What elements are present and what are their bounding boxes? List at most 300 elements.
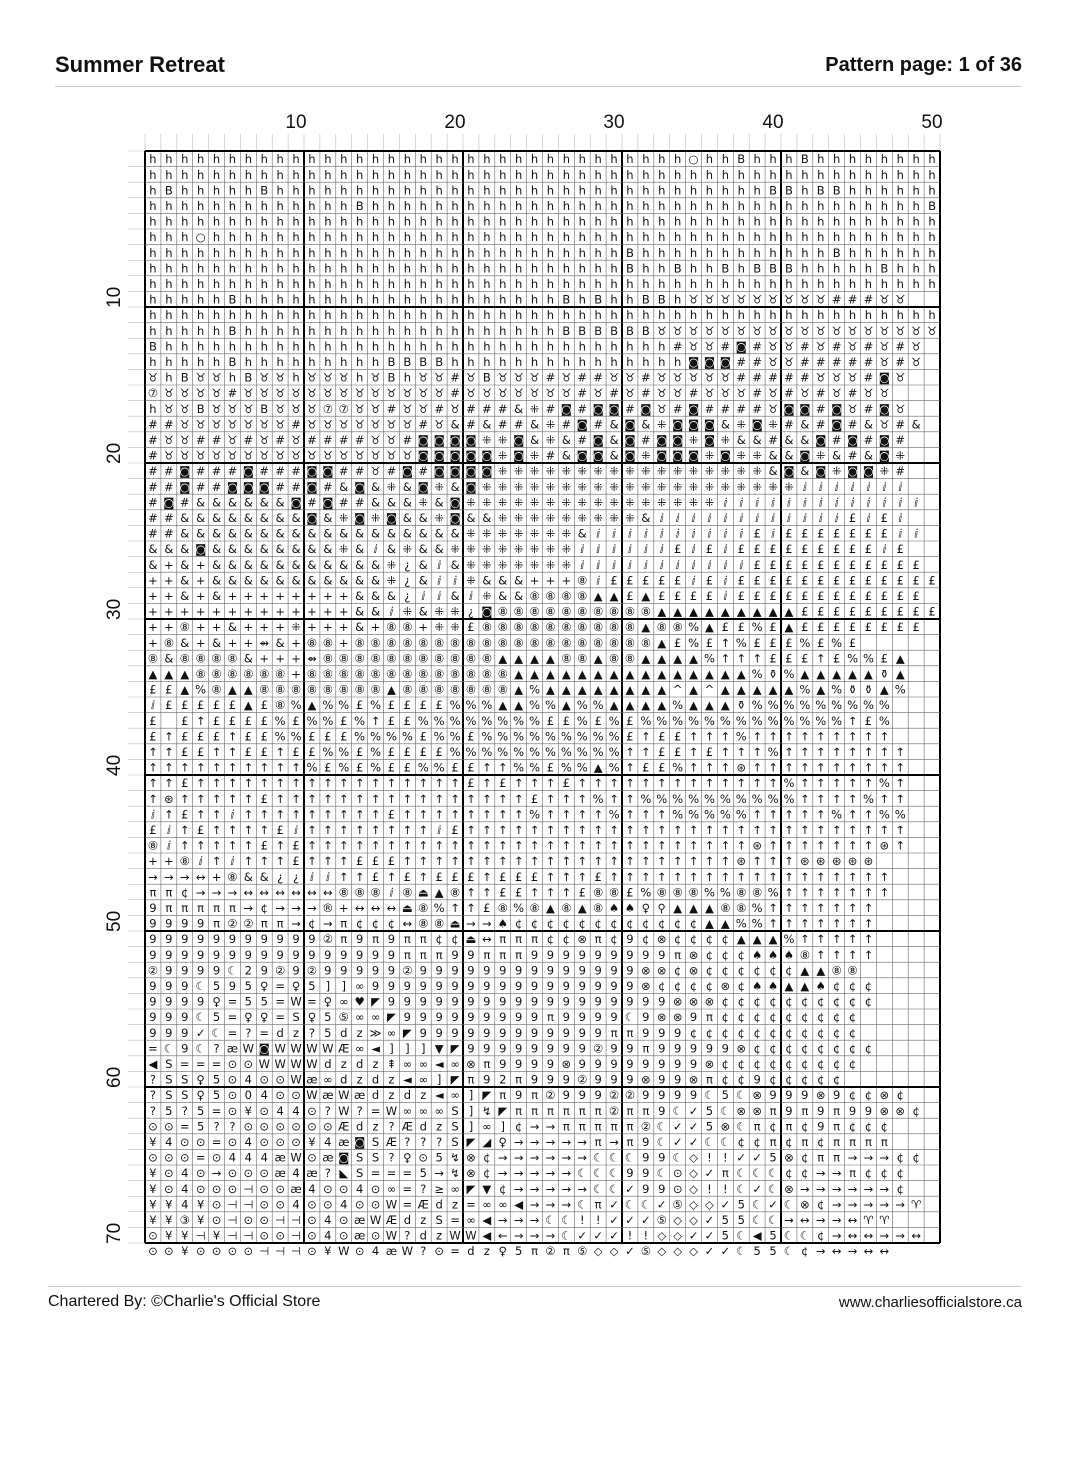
stitch-cell: B	[737, 152, 746, 167]
stitch-cell: ♀	[641, 900, 651, 915]
stitch-cell: h	[276, 167, 284, 182]
stitch-cell: π	[801, 1103, 809, 1118]
stitch-cell: →	[227, 885, 238, 900]
stitch-cell: 9	[435, 963, 443, 978]
stitch-cell: B	[228, 292, 237, 307]
stitch-cell: ▲	[180, 682, 190, 697]
stitch-cell: %	[576, 760, 588, 775]
stitch-cell: ⅈ	[723, 510, 728, 525]
stitch-cell: ¢	[753, 1010, 761, 1025]
stitch-cell: h	[928, 152, 936, 167]
stitch-cell: ⚱	[879, 666, 890, 681]
stitch-cell: ⅈ	[389, 885, 394, 900]
stitch-cell: h	[658, 339, 666, 354]
stitch-cell: ]	[389, 1041, 394, 1056]
stitch-cell: =	[275, 1010, 285, 1025]
stitch-cell: ⅈ	[643, 542, 648, 557]
stitch-cell: 9	[658, 1041, 666, 1056]
stitch-cell: 9	[435, 978, 443, 993]
stitch-cell: ⑧	[370, 666, 381, 681]
stitch-cell: h	[276, 323, 284, 338]
stitch-cell: →	[529, 1181, 540, 1196]
stitch-cell: ↑	[402, 854, 413, 869]
stitch-cell: ↑	[259, 807, 270, 822]
stitch-cell: h	[912, 183, 920, 198]
stitch-cell: π	[610, 1025, 618, 1040]
stitch-cell: #	[275, 432, 285, 447]
stitch-cell: ¢	[864, 1088, 873, 1103]
stitch-cell: W	[274, 1041, 286, 1056]
stitch-cell: 9	[355, 932, 364, 947]
stitch-cell: ②	[608, 1088, 620, 1103]
stitch-cell: ⁜	[402, 542, 413, 557]
stitch-cell: ⅈ	[771, 495, 776, 510]
stitch-cell: ↑	[402, 822, 413, 837]
stitch-cell: ▲	[657, 635, 667, 650]
stitch-cell: &	[418, 557, 428, 572]
stitch-cell: 9	[578, 994, 586, 1009]
stitch-cell: ♉	[179, 401, 190, 416]
stitch-cell: h	[212, 276, 221, 291]
stitch-cell: ⊙	[307, 1212, 317, 1227]
stitch-cell: %	[894, 807, 906, 822]
stitch-cell: ↑	[466, 900, 476, 915]
stitch-cell: +	[259, 604, 270, 619]
stitch-cell: ◙	[719, 354, 731, 369]
stitch-cell: B	[721, 261, 730, 276]
stitch-cell: %	[370, 760, 382, 775]
stitch-cell: h	[324, 230, 332, 245]
stitch-cell: ♉	[704, 370, 715, 385]
stitch-cell: h	[705, 198, 714, 213]
stitch-cell: h	[451, 152, 459, 167]
stitch-cell: 9	[642, 1025, 650, 1040]
stitch-cell: ↑	[625, 744, 635, 759]
stitch-cell: →	[529, 1212, 540, 1227]
stitch-cell: h	[483, 230, 491, 245]
stitch-cell: ◙	[624, 448, 636, 463]
stitch-cell: ②	[592, 1041, 604, 1056]
stitch-cell: ↑	[593, 807, 603, 822]
stitch-cell: ☾	[736, 1181, 747, 1196]
stitch-cell: ¥	[149, 1212, 157, 1227]
stitch-cell: ▲	[784, 978, 794, 993]
stitch-cell: %	[274, 729, 286, 744]
stitch-cell: ▲	[879, 682, 889, 697]
stitch-cell: &	[196, 495, 206, 510]
stitch-cell: 9	[499, 1025, 507, 1040]
stitch-cell: h	[340, 308, 348, 323]
stitch-cell: h	[546, 214, 555, 229]
stitch-cell: ↑	[402, 791, 413, 806]
stitch-cell: ⑧	[227, 651, 238, 666]
stitch-cell: h	[562, 230, 570, 245]
stitch-cell: ◙	[656, 432, 668, 447]
stitch-cell: ②	[545, 1244, 556, 1259]
stitch-cell: ⅈ	[771, 510, 776, 525]
stitch-cell: h	[467, 308, 475, 323]
stitch-cell: h	[181, 152, 189, 167]
stitch-cell: ♠	[624, 900, 636, 915]
stitch-cell: W	[290, 1150, 302, 1165]
stitch-cell: ♉	[831, 386, 842, 401]
stitch-cell: h	[658, 198, 666, 213]
stitch-cell: %	[449, 729, 461, 744]
stitch-cell: £	[514, 885, 523, 900]
stitch-cell: +	[164, 557, 174, 572]
stitch-cell: +	[243, 635, 254, 650]
stitch-cell: ⊙	[227, 1181, 238, 1196]
stitch-cell: ↑	[831, 947, 842, 962]
stitch-cell: £	[880, 510, 889, 525]
stitch-cell: ⑧	[449, 682, 461, 697]
stitch-cell: ⊣	[195, 1228, 206, 1243]
stitch-cell: h	[419, 323, 427, 338]
stitch-cell: ¢	[387, 916, 396, 931]
stitch-cell: 9	[165, 1025, 173, 1040]
stitch-cell: ¥	[181, 1228, 189, 1243]
stitch-cell: ◇	[689, 1212, 698, 1227]
stitch-cell: %	[608, 744, 620, 759]
stitch-cell: ⑧	[608, 635, 620, 650]
stitch-cell: ⑧	[545, 635, 556, 650]
stitch-cell: %	[799, 635, 811, 650]
stitch-cell: ⑧	[211, 666, 222, 681]
stitch-cell: %	[481, 698, 493, 713]
stitch-cell: £	[801, 651, 809, 666]
stitch-cell: h	[387, 152, 396, 167]
stitch-cell: π	[372, 932, 380, 947]
stitch-cell: ▲	[689, 666, 698, 681]
stitch-cell: ↑	[211, 744, 222, 759]
stitch-cell: ↑	[768, 807, 778, 822]
stitch-cell: ¥	[149, 1166, 157, 1181]
stitch-cell: h	[912, 261, 920, 276]
stitch-cell: 9	[149, 994, 157, 1009]
stitch-cell: ☾	[767, 1166, 779, 1181]
stitch-cell: ↑	[784, 807, 794, 822]
stitch-cell: h	[515, 245, 523, 260]
stitch-cell: ?	[213, 1041, 220, 1056]
stitch-cell: 5	[260, 994, 268, 1009]
stitch-cell: ⁜	[482, 432, 492, 447]
stitch-cell: →	[545, 1150, 556, 1165]
stitch-cell: h	[530, 261, 539, 276]
stitch-cell: +	[195, 620, 206, 635]
stitch-cell: h	[912, 152, 920, 167]
stitch-cell: h	[864, 276, 873, 291]
stitch-cell: %	[608, 729, 620, 744]
stitch-cell: +	[338, 635, 349, 650]
stitch-cell: ¥	[149, 1197, 157, 1212]
stitch-cell: ⁜	[482, 557, 492, 572]
stitch-cell: h	[880, 276, 888, 291]
stitch-cell: →	[879, 1150, 890, 1165]
stitch-cell: h	[197, 245, 205, 260]
stitch-cell: £	[355, 744, 364, 759]
stitch-cell: h	[228, 183, 237, 198]
stitch-cell: #	[418, 464, 429, 479]
stitch-cell: h	[626, 354, 634, 369]
stitch-cell: ↑	[561, 838, 572, 853]
stitch-cell: &	[196, 510, 206, 525]
stitch-cell: h	[658, 152, 666, 167]
stitch-cell: ♉	[211, 386, 222, 401]
stitch-cell: ⊙	[434, 1244, 444, 1259]
stitch-cell: →	[545, 1119, 556, 1134]
stitch-cell: ↑	[275, 760, 285, 775]
stitch-cell: h	[546, 245, 555, 260]
stitch-cell: ↑	[831, 776, 842, 791]
stitch-cell: ⊙	[307, 1197, 317, 1212]
stitch-cell: ↑	[211, 760, 222, 775]
stitch-cell: ♠	[751, 947, 763, 962]
stitch-cell: ¥	[149, 1181, 157, 1196]
stitch-cell: £	[181, 776, 189, 791]
stitch-cell: ↑	[720, 729, 731, 744]
stitch-cell: £	[387, 713, 396, 728]
stitch-cell: &	[227, 620, 237, 635]
stitch-cell: h	[515, 323, 523, 338]
stitch-cell: h	[483, 214, 491, 229]
stitch-cell: +	[148, 604, 158, 619]
stitch-cell: ✓	[688, 1228, 699, 1243]
stitch-cell: ♉	[465, 370, 477, 385]
stitch-cell: 9	[181, 1041, 189, 1056]
stitch-cell: ▲	[864, 666, 873, 681]
stitch-cell: 9	[562, 1041, 571, 1056]
stitch-cell: h	[387, 323, 396, 338]
stitch-cell: ⊙	[370, 1228, 381, 1243]
stitch-cell: 9	[467, 963, 475, 978]
stitch-cell: ⊣	[243, 1228, 254, 1243]
stitch-cell: 9	[483, 994, 491, 1009]
stitch-cell: 5	[244, 978, 253, 993]
stitch-cell: h	[483, 354, 491, 369]
stitch-cell: %	[481, 729, 493, 744]
stitch-cell: 9	[292, 963, 300, 978]
stitch-cell: %	[862, 791, 874, 806]
stitch-cell: →	[847, 1150, 858, 1165]
stitch-cell: ⅈ	[389, 604, 394, 619]
stitch-cell: 9	[546, 1025, 555, 1040]
stitch-cell: h	[276, 308, 284, 323]
stitch-cell: #	[577, 370, 588, 385]
stitch-cell: #	[450, 386, 460, 401]
stitch-cell: ⊙	[307, 1119, 317, 1134]
stitch-cell: ⅈ	[294, 822, 299, 837]
stitch-cell: h	[197, 339, 205, 354]
stitch-cell: →	[179, 869, 190, 884]
stitch-cell: £	[848, 620, 857, 635]
stitch-cell: π	[165, 900, 173, 915]
stitch-cell: ↑	[593, 822, 603, 837]
stitch-cell: %	[783, 776, 795, 791]
stitch-cell: h	[626, 339, 634, 354]
stitch-cell: ☾	[592, 1150, 604, 1165]
stitch-cell: ⁜	[641, 495, 651, 510]
stitch-cell: 4	[181, 1181, 189, 1196]
stitch-cell: ⑧	[465, 666, 477, 681]
stitch-cell: h	[212, 354, 221, 369]
stitch-cell: W	[385, 1103, 398, 1118]
stitch-cell: ↑	[752, 744, 762, 759]
stitch-cell: h	[356, 370, 364, 385]
stitch-cell: £	[435, 869, 443, 884]
stitch-cell: £	[149, 713, 157, 728]
stitch-cell: %	[385, 729, 397, 744]
stitch-cell: #	[386, 401, 397, 416]
stitch-cell: ↑	[227, 838, 238, 853]
stitch-cell: ↑	[307, 822, 317, 837]
stitch-cell: £	[642, 760, 650, 775]
stitch-cell: ⊗	[641, 1072, 651, 1087]
stitch-cell: +	[164, 604, 174, 619]
stitch-cell: ♀	[498, 1134, 507, 1149]
stitch-cell: h	[308, 292, 316, 307]
stitch-cell: S	[292, 1010, 300, 1025]
stitch-cell: ◙	[354, 479, 366, 494]
stitch-cell: ♉	[370, 464, 381, 479]
stitch-cell: ∞	[482, 1119, 492, 1134]
stitch-cell: ⊗	[704, 994, 715, 1009]
stitch-cell: ↑	[847, 900, 858, 915]
stitch-cell: ☾	[195, 1041, 206, 1056]
stitch-cell: h	[721, 230, 729, 245]
stitch-cell: →	[164, 869, 174, 884]
stitch-cell: £	[864, 604, 873, 619]
stitch-cell: #	[497, 417, 508, 432]
stitch-cell: h	[308, 323, 316, 338]
stitch-cell: ⁜	[656, 495, 667, 510]
stitch-cell: ⅈ	[166, 822, 171, 837]
stitch-cell: h	[864, 183, 873, 198]
stitch-cell: 9	[642, 1088, 650, 1103]
stitch-cell: ¢	[705, 947, 714, 962]
stitch-cell: h	[387, 308, 396, 323]
stitch-cell: ↑	[641, 854, 651, 869]
stitch-cell: h	[546, 167, 555, 182]
stitch-cell: h	[721, 276, 729, 291]
stitch-cell: h	[880, 214, 888, 229]
stitch-cell: ⊙	[259, 1166, 270, 1181]
stitch-cell: &	[418, 573, 428, 588]
stitch-cell: h	[292, 339, 300, 354]
stitch-cell: 9	[467, 1025, 475, 1040]
stitch-cell: ▲	[561, 698, 571, 713]
stitch-cell: #	[497, 401, 508, 416]
stitch-cell: ^	[672, 682, 683, 697]
stitch-cell: +	[259, 588, 270, 603]
stitch-cell: ▲	[593, 666, 603, 681]
stitch-cell: &	[418, 542, 428, 557]
stitch-cell: ☾	[736, 1119, 747, 1134]
stitch-cell: ♉	[259, 417, 270, 432]
stitch-cell: ⑧	[545, 620, 556, 635]
stitch-cell: =	[227, 1025, 238, 1040]
stitch-cell: h	[403, 261, 411, 276]
stitch-cell: ♉	[338, 417, 349, 432]
stitch-cell: #	[847, 448, 858, 463]
stitch-cell: #	[863, 370, 874, 385]
stitch-cell: ↯	[482, 1103, 492, 1118]
stitch-cell: ↑	[768, 916, 778, 931]
stitch-cell: £	[212, 729, 221, 744]
stitch-cell: ▲	[641, 666, 651, 681]
stitch-cell: ↑	[545, 822, 556, 837]
stitch-cell: ♉	[322, 370, 334, 385]
stitch-cell: B	[785, 183, 793, 198]
stitch-cell: ?	[388, 1119, 395, 1134]
stitch-cell: ↑	[561, 854, 572, 869]
stitch-cell: ⑧	[497, 635, 508, 650]
stitch-cell: ↑	[768, 854, 778, 869]
stitch-cell: ⑧	[481, 635, 493, 650]
stitch-cell: £	[896, 620, 904, 635]
stitch-cell: ↑	[211, 791, 222, 806]
stitch-cell: ✓	[625, 1212, 635, 1227]
stitch-cell: π	[562, 1244, 570, 1259]
stitch-cell: ⑧	[147, 651, 159, 666]
stitch-cell: h	[292, 323, 300, 338]
stitch-cell: ▲	[228, 682, 237, 697]
stitch-cell: h	[674, 354, 682, 369]
stitch-cell: ⑧	[290, 682, 302, 697]
stitch-cell: h	[801, 198, 809, 213]
stitch-cell: ⊗	[720, 978, 731, 993]
stitch-cell: h	[721, 152, 729, 167]
stitch-cell: ↑	[434, 838, 444, 853]
stitch-cell: &	[212, 588, 222, 603]
stitch-cell: ♉	[720, 292, 731, 307]
stitch-cell: ↑	[211, 776, 222, 791]
stitch-cell: ▲	[848, 666, 857, 681]
stitch-cell: ☾	[736, 1166, 747, 1181]
stitch-cell: h	[340, 339, 348, 354]
row-label: 10	[104, 286, 125, 308]
stitch-cell: 9	[499, 994, 507, 1009]
stitch-cell: ⊗	[815, 1088, 826, 1103]
stitch-cell: h	[864, 152, 873, 167]
stitch-cell: 9	[419, 994, 427, 1009]
stitch-cell: π	[849, 1134, 857, 1149]
stitch-cell: ⑧	[386, 635, 397, 650]
stitch-cell: £	[149, 682, 157, 697]
stitch-cell: ⑧	[338, 666, 349, 681]
stitch-cell: ⊙	[354, 1244, 365, 1259]
stitch-cell: &	[784, 432, 794, 447]
stitch-cell: ↑	[784, 760, 794, 775]
stitch-cell: £	[181, 744, 189, 759]
stitch-cell: 9	[594, 963, 602, 978]
stitch-cell: ↑	[625, 869, 635, 884]
stitch-cell: h	[658, 308, 666, 323]
stitch-cell: π	[483, 947, 491, 962]
stitch-cell: ↑	[354, 791, 365, 806]
stitch-cell: &	[800, 432, 810, 447]
stitch-cell: %	[688, 791, 700, 806]
stitch-cell: ↑	[847, 791, 858, 806]
stitch-cell: £	[387, 744, 396, 759]
stitch-cell: 9	[276, 932, 284, 947]
stitch-cell: ↔	[291, 885, 301, 900]
stitch-cell: %	[783, 666, 795, 681]
stitch-cell: ⑧	[513, 604, 524, 619]
stitch-cell: d	[276, 1025, 284, 1040]
stitch-cell: 9	[658, 947, 666, 962]
stitch-cell: ]	[500, 1119, 505, 1134]
stitch-cell: %	[656, 713, 668, 728]
